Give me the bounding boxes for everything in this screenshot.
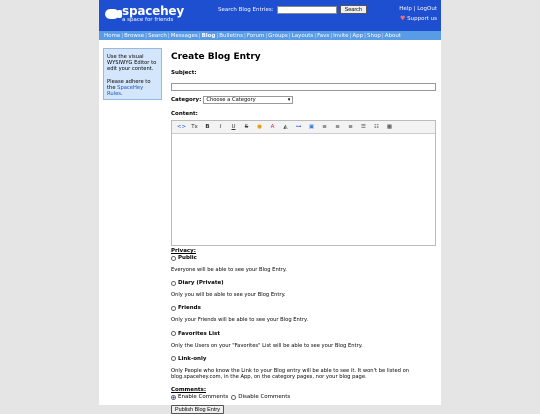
subject-label: Subject: (171, 70, 197, 76)
privacy-radio-2[interactable] (171, 306, 176, 311)
enable-comments-radio[interactable] (171, 395, 176, 400)
nav-item-home[interactable]: Home (104, 32, 121, 39)
highlight-icon[interactable]: A (270, 124, 275, 130)
help-text: Use the visual WYSIWYG Editor to edit your content. (107, 54, 157, 73)
nav-item-app[interactable]: App (352, 32, 364, 39)
disable-comments-radio[interactable] (231, 395, 236, 400)
top-header (99, 0, 441, 31)
privacy-radio-1[interactable] (171, 281, 176, 286)
logo[interactable] (105, 5, 184, 24)
nav-item-favs[interactable]: Favs (317, 32, 330, 39)
nav-item-search[interactable]: Search (148, 32, 167, 39)
italic-icon[interactable]: I (219, 124, 222, 130)
rules-link[interactable]: SpaceHey Rules (107, 84, 144, 98)
privacy-option-label: Public (178, 255, 197, 261)
category-label: Category: (171, 97, 202, 103)
privacy-option-desc: Only your Friends will be able to see your Blog Entry. (171, 317, 308, 324)
support-link[interactable]: Support us (407, 16, 437, 22)
heart-icon: ♥ (400, 15, 406, 22)
page-title: Create Blog Entry (171, 52, 261, 62)
strikethrough-icon[interactable]: S (244, 124, 249, 130)
source-code-icon[interactable]: <> (176, 124, 187, 130)
privacy-option-desc: Everyone will be able to see your Blog Entry. (171, 267, 287, 273)
content-label: Content: (171, 111, 198, 117)
search-bar (218, 5, 367, 14)
list-ul-icon[interactable]: ☰ (361, 124, 366, 130)
blog-form (171, 52, 437, 414)
underline-icon[interactable]: U (231, 124, 236, 130)
category-select[interactable]: Choose a Category ▾ (203, 96, 293, 104)
eraser-icon[interactable]: ◭ (283, 124, 288, 130)
nav-item-layouts[interactable]: Layouts (291, 32, 314, 39)
editor-help-box: Use the visual WYSIWYG Editor to edit your content. Please adhere to the SpaceHey Rules. (103, 48, 162, 100)
logout-link[interactable]: LogOut (417, 6, 437, 12)
privacy-option-desc: Only you will be able to see your Blog Entry. (171, 292, 286, 299)
search-label: Search Blog Entries: (218, 6, 274, 13)
comments-section (171, 387, 437, 414)
logo-icon (105, 9, 119, 19)
brand-tagline: a space for friends (122, 17, 174, 23)
search-button[interactable]: Search (340, 5, 367, 14)
comments-label: Comments: (171, 387, 207, 394)
privacy-option-label: Friends (178, 305, 201, 312)
nav-item-forum[interactable]: Forum (246, 32, 265, 39)
subject-input[interactable] (171, 83, 436, 91)
chevron-down-icon: ▾ (287, 97, 291, 103)
table-icon[interactable]: ▦ (386, 124, 393, 130)
privacy-option-desc: Only the Users on your "Favorites" List will be able to see your Blog Entry. (171, 342, 363, 349)
privacy-option-label: Favorites List (178, 330, 220, 337)
privacy-section (171, 248, 437, 380)
align-left-icon[interactable]: ≡ (322, 124, 327, 130)
link-icon[interactable]: ⊶ (295, 124, 302, 130)
brand-name: spacehey (122, 4, 184, 18)
nav-item-shop[interactable]: Shop (367, 32, 381, 39)
privacy-option-desc: Only People who know the Link to your Blog entry will be able to see it. It won't be listed on blog.spacehey.com, in the App, on the category pages, nor your blog page. (171, 367, 410, 381)
top-links: Help | LogOut ♥ Support us (399, 6, 437, 22)
help-link[interactable]: Help (399, 6, 412, 12)
editor-toolbar (172, 121, 435, 134)
bold-icon[interactable]: B (205, 124, 210, 130)
color-icon[interactable]: ● (257, 124, 262, 130)
main-nav: Home | Browse | Search | Messages | Blog | Bulletins | Forum | Groups | Layouts | Favs | Invite | App | Shop | About (99, 31, 441, 40)
list-ol-icon[interactable]: ☷ (374, 124, 379, 130)
nav-item-browse[interactable]: Browse (124, 32, 145, 39)
content-editor[interactable] (171, 120, 436, 246)
privacy-radio-0[interactable] (171, 256, 176, 261)
privacy-radio-4[interactable] (171, 356, 176, 361)
page-container (99, 0, 441, 413)
privacy-option-label: Diary (Private) (178, 280, 224, 287)
nav-item-invite[interactable]: Invite (333, 32, 349, 39)
privacy-label: Privacy: (171, 248, 196, 254)
publish-button[interactable]: Publish Blog Entry (171, 405, 224, 414)
nav-item-bulletins[interactable]: Bulletins (219, 32, 244, 39)
privacy-radio-3[interactable] (171, 331, 176, 336)
nav-item-about[interactable]: About (384, 32, 401, 39)
nav-item-blog[interactable]: Blog (201, 32, 216, 39)
disable-comments-label: Disable Comments (238, 394, 291, 401)
align-center-icon[interactable]: ≡ (335, 124, 340, 130)
align-right-icon[interactable]: ≡ (348, 124, 353, 130)
image-icon[interactable]: ▣ (308, 124, 315, 130)
search-input[interactable] (277, 6, 337, 14)
format-clear-icon[interactable]: Tx (191, 124, 198, 130)
enable-comments-label: Enable Comments (178, 394, 229, 401)
nav-item-groups[interactable]: Groups (268, 32, 288, 39)
privacy-option-label: Link-only (178, 355, 207, 362)
nav-item-messages[interactable]: Messages (170, 32, 198, 39)
